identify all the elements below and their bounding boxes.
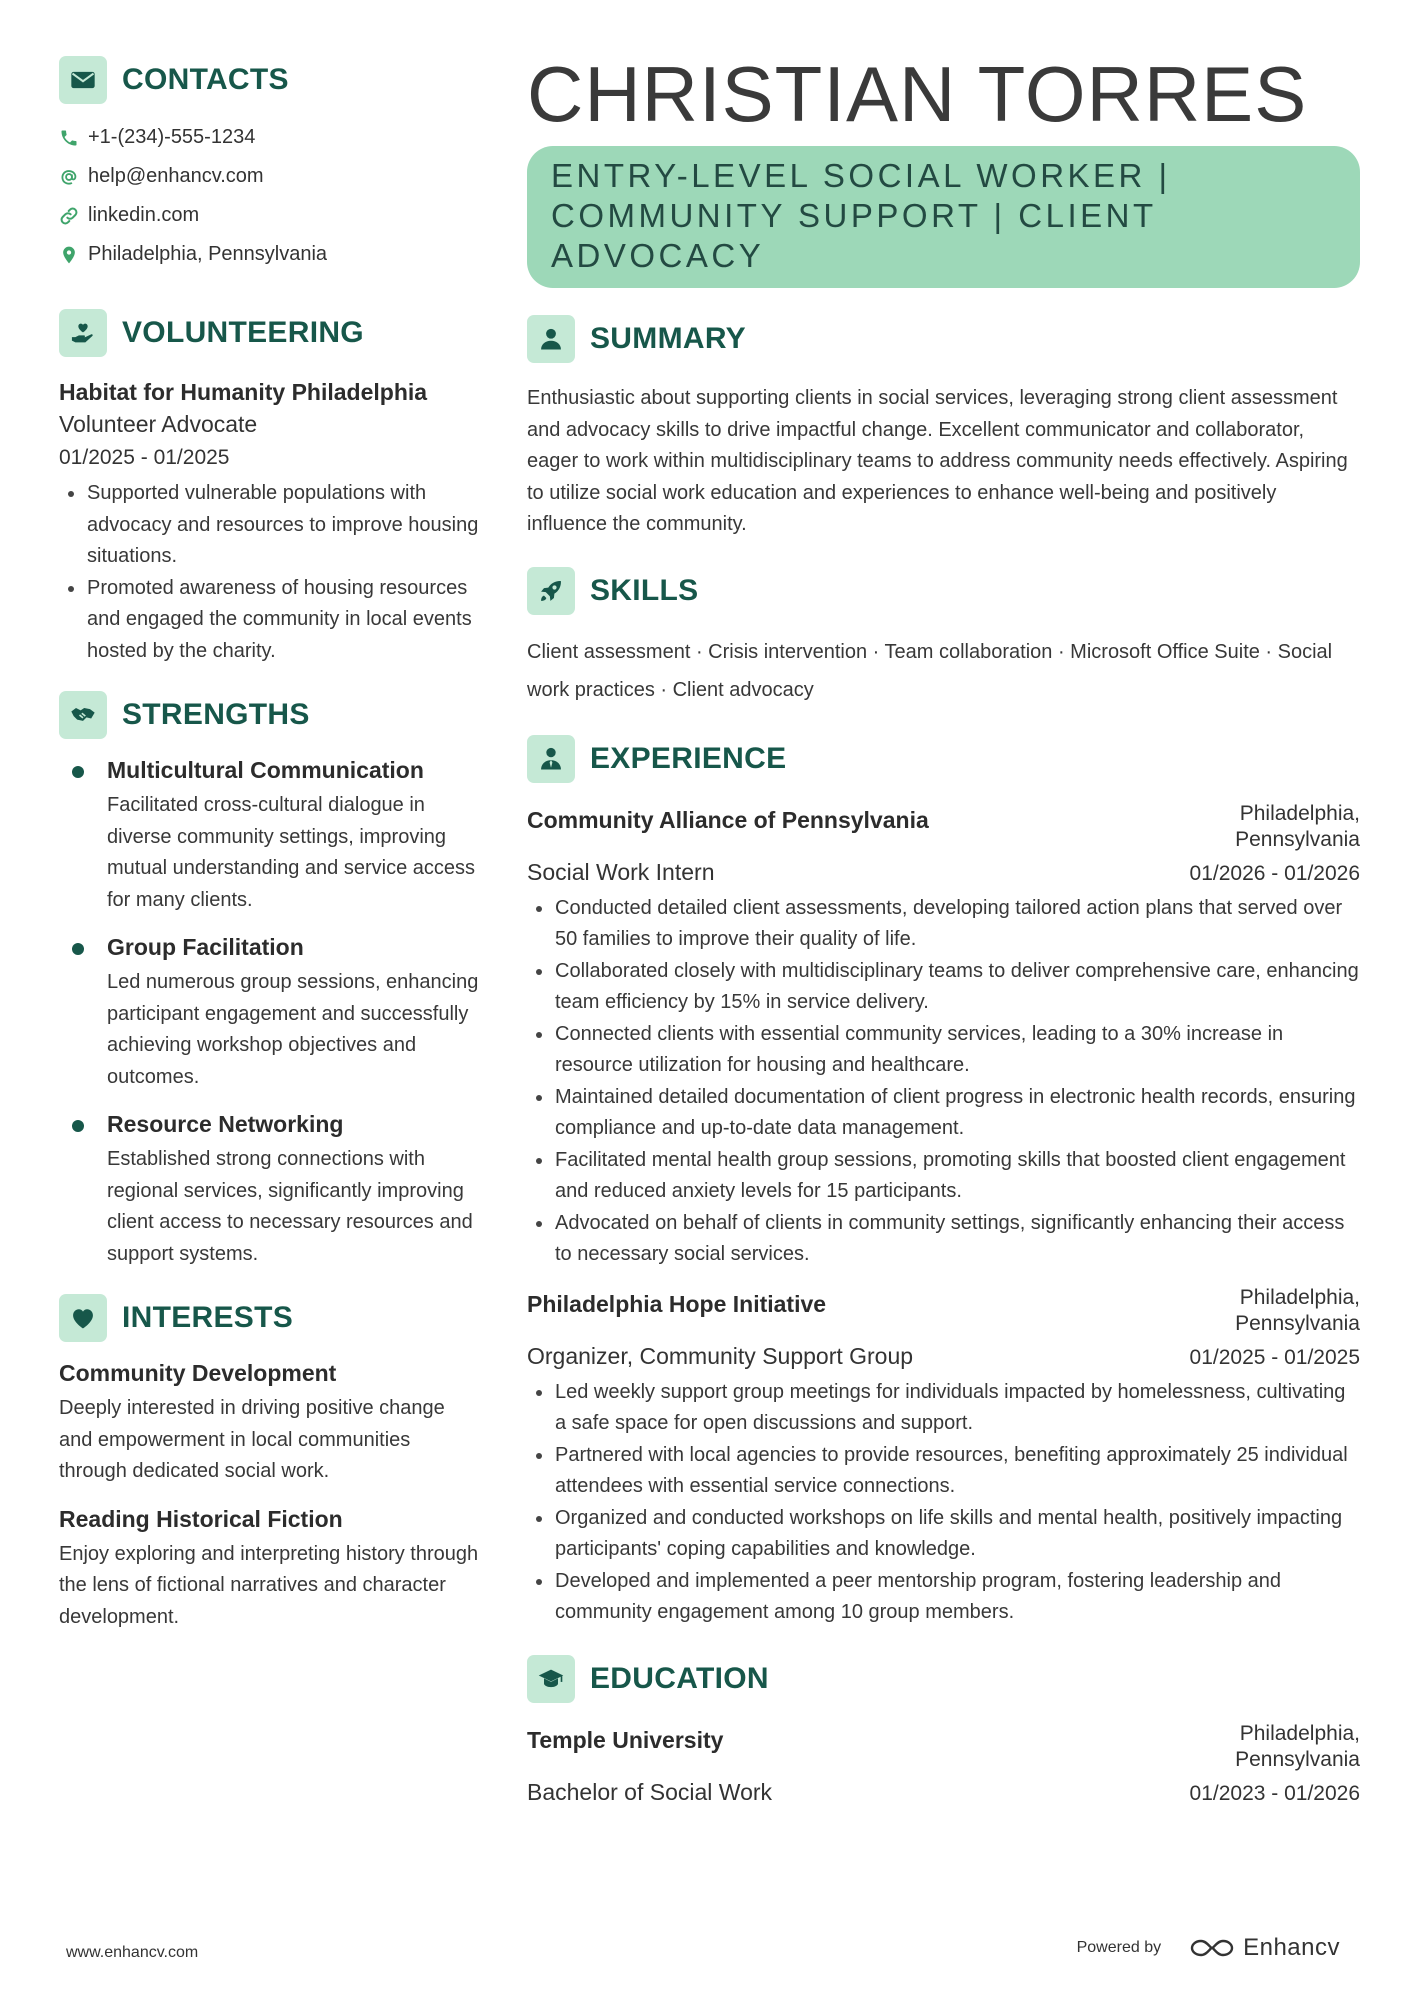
volunteering-entry xyxy=(59,377,479,667)
job-bullet: Conducted detailed client assessments, developing tailored action plans that served over 50 families to improve their quality of life. xyxy=(527,893,1360,956)
interest-title: Community Development xyxy=(59,1360,337,1386)
enhancv-logo[interactable] xyxy=(1189,1934,1340,1962)
strength-item xyxy=(59,755,479,916)
job-org: Philadelphia Hope Initiative xyxy=(527,1290,827,1317)
contact-phone-text: +1-(234)-555-1234 xyxy=(88,126,256,148)
job-bullet: Facilitated mental health group sessions, promoting skills that boosted client engagement and reduced anxiety levels for 15 participants. xyxy=(527,1145,1360,1208)
interest-item xyxy=(59,1504,479,1634)
strengths-header xyxy=(59,691,479,739)
volunteering-bullet: Promoted awareness of housing resources and engaged the community in local events hosted by the charity. xyxy=(59,573,479,668)
left-column xyxy=(59,56,479,1633)
job-role: Organizer, Community Support Group xyxy=(527,1342,914,1369)
education-degree: Bachelor of Social Work xyxy=(527,1778,773,1805)
envelope-icon xyxy=(59,56,107,104)
contact-linkedin-text: linkedin.com xyxy=(88,204,200,226)
infinity-logo-icon xyxy=(1189,1936,1235,1960)
interests-header xyxy=(59,1294,479,1342)
footer-branding xyxy=(1077,1934,1340,1962)
footer-site-link[interactable]: www.enhancv.com xyxy=(66,1944,199,1961)
job-bullets xyxy=(527,893,1360,1271)
education-title: EDUCATION xyxy=(590,1661,769,1695)
job-bullet: Led weekly support group meetings for individuals impacted by homelessness, cultivating a safe space for open discussions and support. xyxy=(527,1377,1360,1440)
job-org: Community Alliance of Pennsylvania xyxy=(527,806,929,833)
summary-header xyxy=(527,315,1360,363)
job-role: Social Work Intern xyxy=(527,858,715,885)
job-bullet: Collaborated closely with multidisciplinary teams to deliver comprehensive care, enhancing team efficiency by 15% in service delivery. xyxy=(527,956,1360,1019)
experience-title: EXPERIENCE xyxy=(590,741,787,775)
volunteering-bullet: Supported vulnerable populations with advocacy and resources to improve housing situations. xyxy=(59,478,479,573)
contacts-title: CONTACTS xyxy=(122,63,289,96)
strengths-list xyxy=(59,755,479,1270)
graduation-cap-icon xyxy=(527,1655,575,1703)
location-pin-icon xyxy=(59,245,88,265)
job-bullets xyxy=(527,1377,1360,1629)
interests-title: INTERESTS xyxy=(122,1301,294,1334)
job-bullet: Partnered with local agencies to provide resources, benefiting approximately 25 individual attendees with essential service connections. xyxy=(527,1440,1360,1503)
strengths-title: STRENGTHS xyxy=(122,698,310,731)
education-location: Philadelphia, Pennsylvania xyxy=(1235,1721,1360,1771)
at-icon xyxy=(59,167,88,187)
businessperson-icon xyxy=(527,735,575,783)
job-bullet: Maintained detailed documentation of client progress in electronic health records, ensuring compliance and up-to-date data management. xyxy=(527,1082,1360,1145)
strength-title: Group Facilitation xyxy=(107,934,304,960)
contact-email-text: help@enhancv.com xyxy=(88,165,264,187)
job-dates: 01/2025 - 01/2025 xyxy=(1189,1345,1360,1369)
interest-desc: Deeply interested in driving positive change and empowerment in local communities through dedicated social work. xyxy=(59,1397,445,1482)
skills-text: Client assessment · Crisis intervention · Team collaboration · Microsoft Office Suite · Social work practices · Client advocacy xyxy=(527,640,1333,701)
interest-desc: Enjoy exploring and interpreting history through the lens of fictional narratives and character development. xyxy=(59,1542,479,1628)
strength-item xyxy=(59,1109,479,1270)
contact-phone[interactable] xyxy=(59,118,479,157)
job-entry xyxy=(527,801,1360,1271)
handshake-icon xyxy=(59,691,107,739)
job-dates: 01/2026 - 01/2026 xyxy=(1189,861,1360,885)
contact-location xyxy=(59,235,479,274)
candidate-name: CHRISTIAN TORRES xyxy=(527,50,1308,138)
education-dates: 01/2023 - 01/2026 xyxy=(1189,1781,1360,1805)
headline-banner: ENTRY-LEVEL SOCIAL WORKER | COMMUNITY SUPPORT | CLIENT ADVOCACY xyxy=(527,146,1360,288)
volunteering-org: Habitat for Humanity Philadelphia xyxy=(59,379,428,405)
link-icon xyxy=(59,206,88,226)
job-entry xyxy=(527,1285,1360,1629)
contact-list xyxy=(59,118,479,274)
person-icon xyxy=(527,315,575,363)
job-bullet: Advocated on behalf of clients in community settings, significantly enhancing their access to necessary social services. xyxy=(527,1208,1360,1271)
volunteering-role: Volunteer Advocate xyxy=(59,411,258,437)
contact-linkedin[interactable] xyxy=(59,196,479,235)
contacts-header xyxy=(59,56,479,104)
skills-header xyxy=(527,567,1360,615)
right-column xyxy=(527,52,1360,1809)
job-bullet: Connected clients with essential community services, leading to a 30% increase in resource utilization for housing and healthcare. xyxy=(527,1019,1360,1082)
skills-title: SKILLS xyxy=(590,573,699,607)
strength-title: Resource Networking xyxy=(107,1111,344,1137)
interest-title: Reading Historical Fiction xyxy=(59,1505,343,1532)
heart-icon xyxy=(59,1294,107,1342)
job-bullet: Organized and conducted workshops on life skills and mental health, positively impacting participants' coping capabilities and knowledge. xyxy=(527,1503,1360,1566)
summary-text: Enthusiastic about supporting clients in social services, leveraging strong client assessment and advocacy skills to drive impactful change. Excellent communicator and collaborator, eager to work within multidisciplinary teams to address community needs effectively. Aspiring to utilize social work education and experiences to enhance well-being and positively influence the community. xyxy=(527,387,1348,535)
education-header xyxy=(527,1655,1360,1703)
enhancv-brand-name: Enhancv xyxy=(1243,1934,1340,1961)
strength-item xyxy=(59,932,479,1093)
powered-by-label: Powered by xyxy=(1076,1939,1162,1956)
strength-desc: Facilitated cross-cultural dialogue in diverse community settings, improving mutual understanding and service access for many clients. xyxy=(107,794,475,911)
volunteering-header xyxy=(59,309,479,357)
strength-title: Multicultural Communication xyxy=(107,757,424,783)
volunteering-bullets xyxy=(59,478,479,667)
summary-title: SUMMARY xyxy=(590,322,746,355)
phone-icon xyxy=(59,128,88,148)
job-bullet: Developed and implemented a peer mentorship program, fostering leadership and community engagement among 10 group members. xyxy=(527,1566,1360,1629)
rocket-icon xyxy=(527,567,575,615)
volunteering-title: VOLUNTEERING xyxy=(122,316,364,349)
contact-location-text: Philadelphia, Pennsylvania xyxy=(88,243,328,265)
job-location: Philadelphia, Pennsylvania xyxy=(1235,1285,1360,1335)
strength-desc: Established strong connections with regional services, significantly improving client access to necessary resources and support systems. xyxy=(107,1148,473,1265)
experience-header xyxy=(527,735,1360,783)
education-school: Temple University xyxy=(527,1726,724,1753)
interests-list xyxy=(59,1358,479,1633)
job-location: Philadelphia, Pennsylvania xyxy=(1235,801,1360,851)
interest-item xyxy=(59,1358,479,1488)
hand-heart-icon xyxy=(59,309,107,357)
strength-desc: Led numerous group sessions, enhancing participant engagement and successfully achieving workshop objectives and outcomes. xyxy=(107,971,479,1088)
volunteering-dates: 01/2025 - 01/2025 xyxy=(59,446,230,469)
contact-email[interactable] xyxy=(59,157,479,196)
education-entry xyxy=(527,1721,1360,1809)
